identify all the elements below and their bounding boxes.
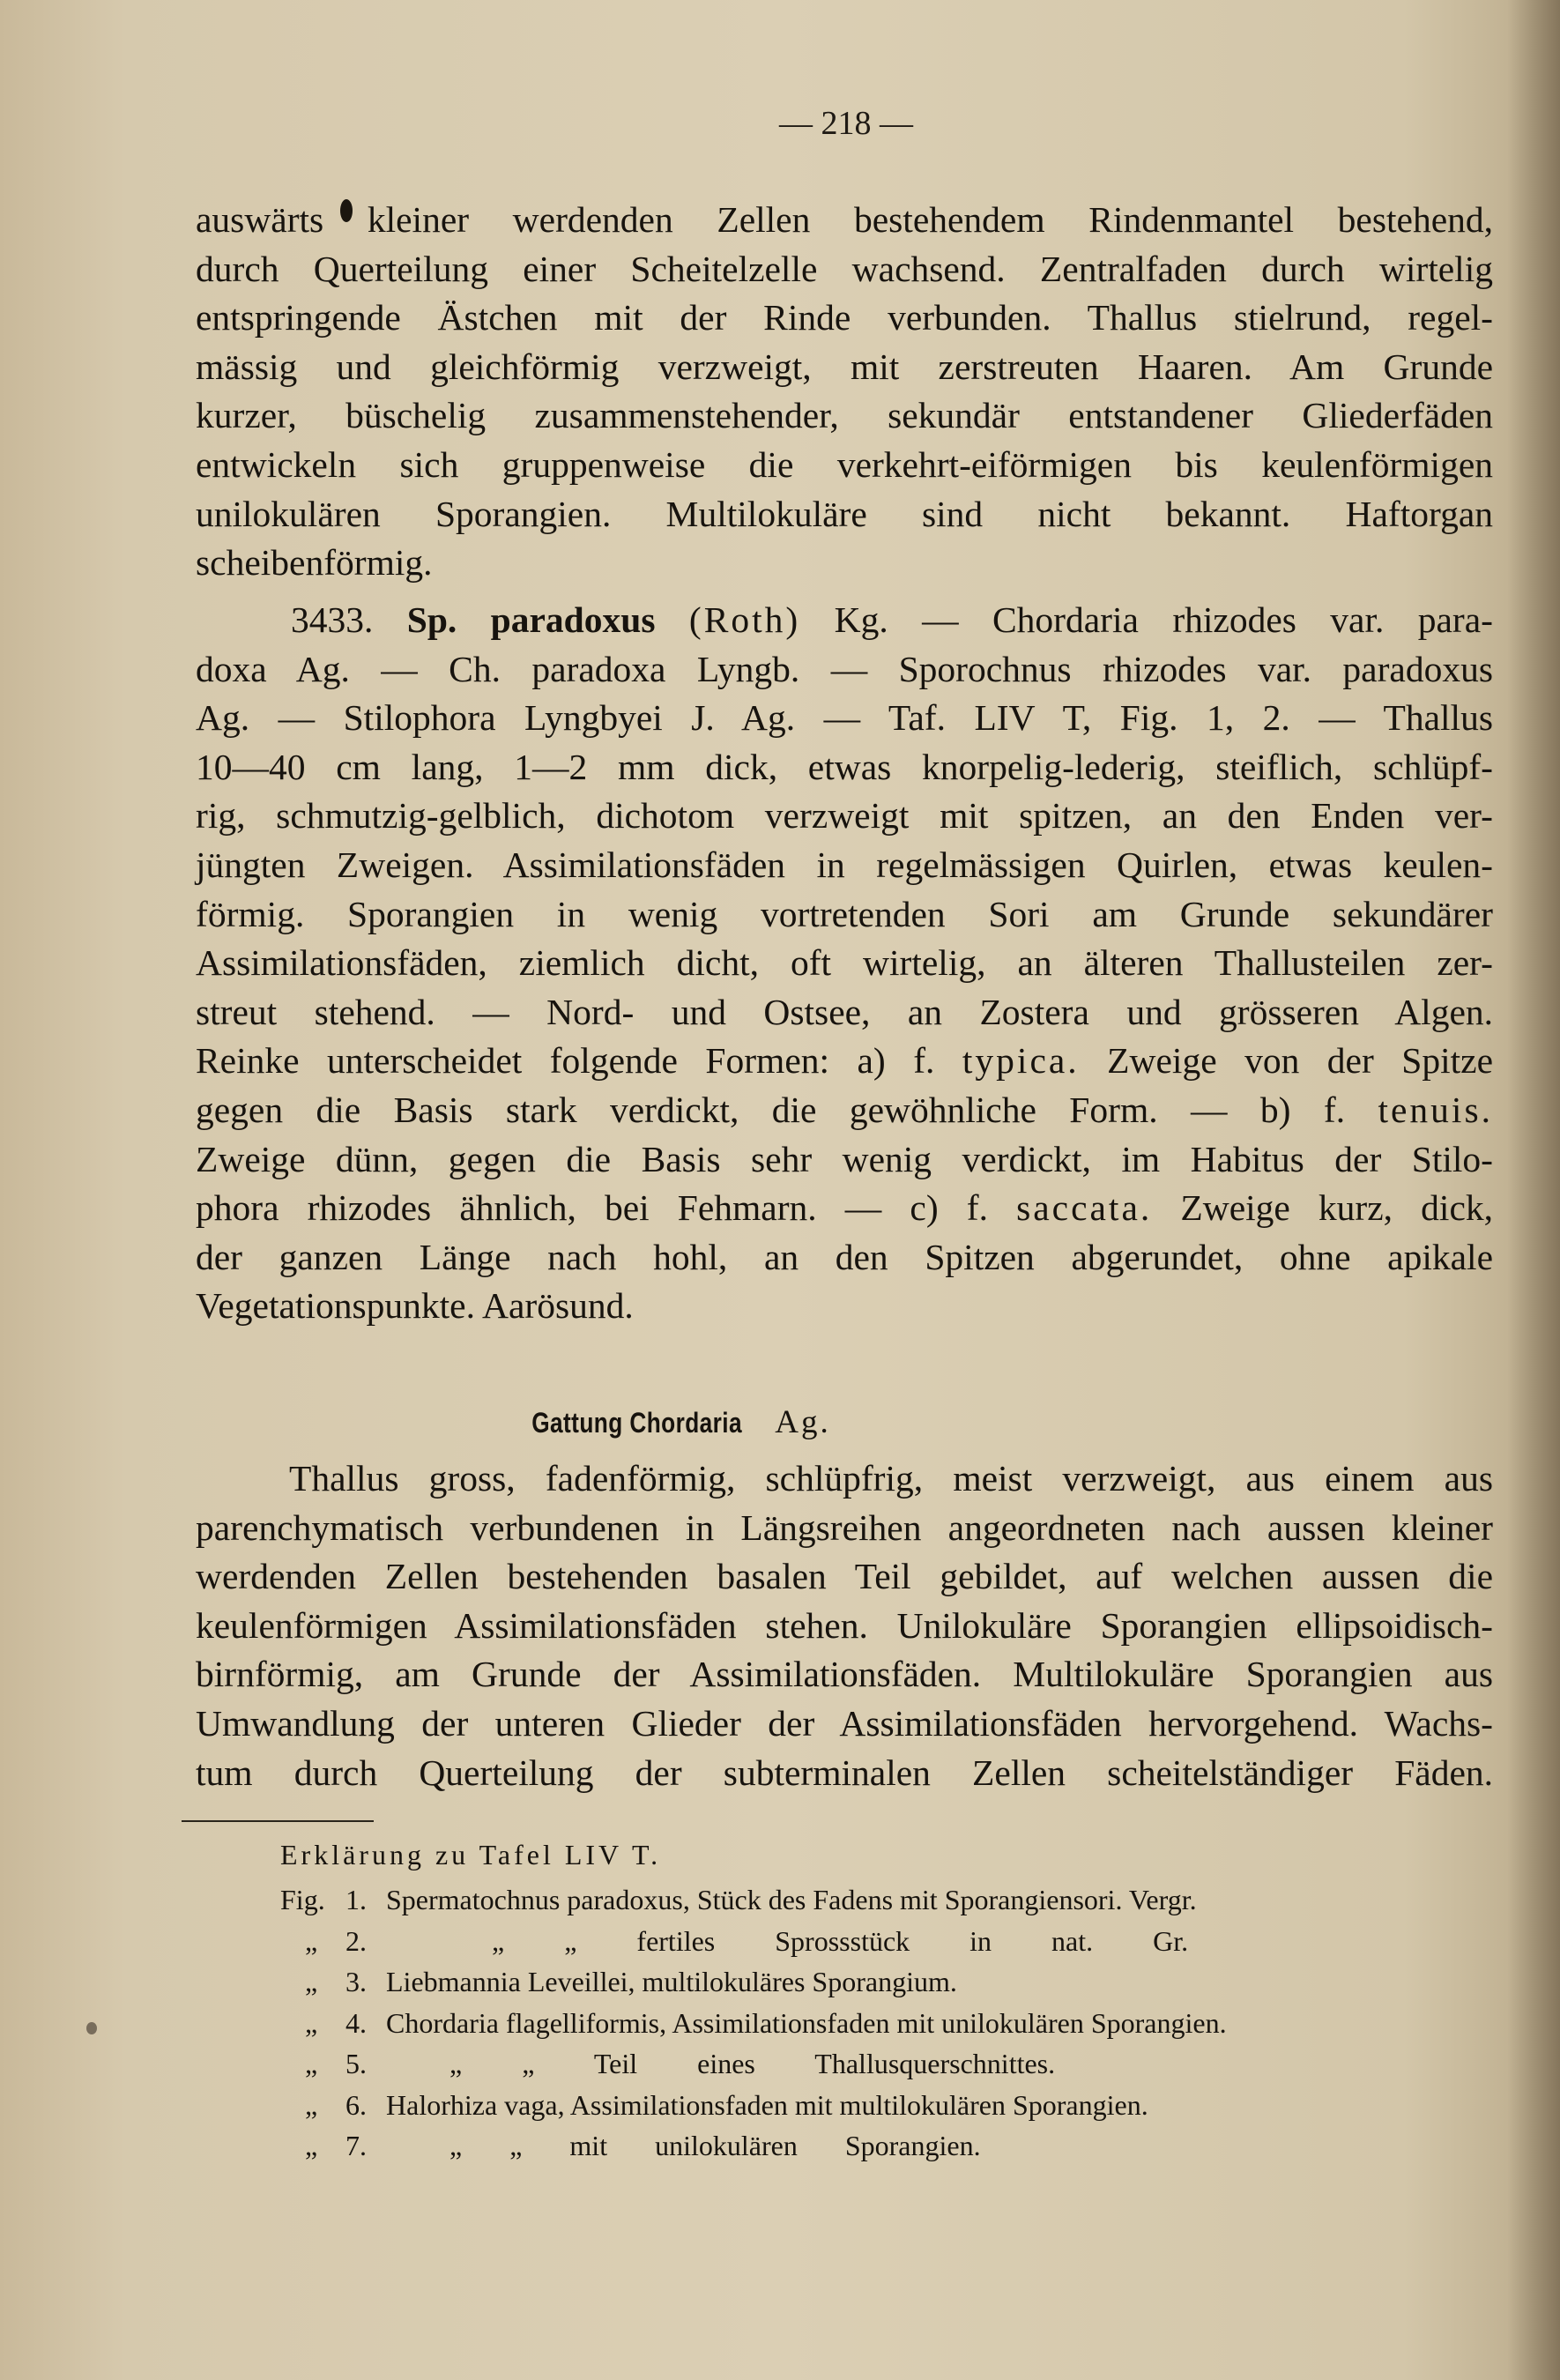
forms-line [196, 1037, 1493, 1086]
figure-caption-row [280, 1879, 1497, 1921]
text-line: tum durch Querteilung der subterminalen Zellen scheitelständiger Fäden. [196, 1752, 1493, 1793]
text-line: birnförmig, am Grunde der Assimilationsfäden. Multilokuläre Sporangien aus [196, 1654, 1493, 1695]
form-name-saccata: saccata. [1016, 1187, 1153, 1229]
species-name: Sp. paradoxus [406, 599, 656, 640]
form-name-typica: typica. [962, 1040, 1080, 1082]
figure-number: 1. [345, 1884, 367, 1915]
text-line: Ag. — Stilophora Lyngbyei J. Ag. — Taf. LIV T, Fig. 1, 2. — Thallus [196, 697, 1493, 739]
figure-caption: Halorhiza vaga, Assimilationsfaden mit multilokulären Sporangien. [386, 2088, 1148, 2121]
text-line: streut stehend. — Nord- und Ostsee, an Zostera und grösseren Algen. [196, 991, 1493, 1032]
figure-number: 6. [345, 2088, 367, 2121]
text-line: entspringende Ästchen mit der Rinde verbunden. Thallus stielrund, regel- [196, 297, 1493, 338]
text-span: phora rhizodes ähnlich, bei Fehmarn. — c) f. [196, 1187, 988, 1229]
text-line: durch Querteilung einer Scheitelzelle wachsend. Zentralfaden durch wirtelig [196, 248, 1493, 289]
text-line: Thallus gross, fadenförmig, schlüpfrig, meist verzweigt, aus einem aus [289, 1458, 1493, 1499]
text-line: 10—40 cm lang, 1—2 mm dick, etwas knorpelig-lederig, steiflich, schlüpf- [196, 746, 1493, 787]
figure-number: 4. [345, 2006, 367, 2039]
forms-line [196, 1184, 1493, 1233]
figure-caption-row [280, 2003, 1497, 2044]
plate-explanation-title: Erklärung zu Tafel LIV T. [280, 1839, 662, 1871]
figure-prefix: „ [305, 1924, 318, 1957]
text-line: Umwandlung der unteren Glieder der Assimilationsfäden hervorgehend. Wachs- [196, 1702, 1493, 1744]
text-line: förmig. Sporangien in wenig vortretenden Sori am Grunde sekundärer [196, 893, 1493, 934]
form-name-tenuis: tenuis. [1378, 1089, 1493, 1130]
paragraph-chordaria-description [196, 1454, 1493, 1797]
species-number: 3433. [291, 599, 374, 640]
heading-genus: Gattung Chordaria [531, 1407, 743, 1439]
text-line: parenchymatisch verbundenen in Längsreihen angeordneten nach aussen kleiner [196, 1506, 1493, 1548]
page-edge-shadow [1507, 0, 1560, 2380]
text-line: kurzer, büschelig zusammenstehender, sekundär entstandener Gliederfäden [196, 395, 1493, 436]
figure-prefix: „ [305, 2088, 318, 2121]
figure-prefix: „ [305, 2006, 318, 2039]
figure-caption: „ „ Teil eines Thallusquerschnittes. [449, 2048, 1056, 2079]
figure-caption: Liebmannia Leveillei, multilokuläres Sporangium. [386, 1966, 957, 1997]
species-author: (Roth) [688, 599, 801, 640]
figure-caption-row [280, 1961, 1497, 2003]
text-line: keulenförmigen Assimilationsfäden stehen. Unilokuläre Sporangien ellipsoidisch- [196, 1604, 1493, 1646]
text-line: Zweige dünn, gegen die Basis sehr wenig verdickt, im Habitus der Stilo- [196, 1138, 1493, 1179]
text-span: gegen die Basis stark verdickt, die gewöhnliche Form. — b) f. [196, 1089, 1346, 1130]
text-line: unilokulären Sporangien. Multilokuläre sind nicht bekannt. Haftorgan [196, 493, 1493, 534]
figure-number: 3. [345, 1966, 367, 1997]
footnote-rule [182, 1820, 374, 1822]
species-heading-line [196, 596, 1493, 645]
species-entry-3433 [196, 596, 1493, 1331]
figure-number: 5. [345, 2048, 367, 2079]
figure-prefix: Fig. [280, 1884, 325, 1915]
text-span: Zweige von der Spitze [1107, 1040, 1494, 1082]
text-span: Reinke unterscheidet folgende Formen: a) f. [196, 1040, 935, 1082]
figure-prefix: „ [305, 1966, 318, 1997]
plate-explanation [280, 1833, 1497, 2167]
forms-line [196, 1086, 1493, 1135]
figure-caption: „ „ fertiles Sprossstück in nat. Gr. [492, 1924, 1189, 1957]
text-line: rig, schmutzig-gelblich, dichotom verzweigt mit spitzen, an den Enden ver- [196, 795, 1493, 837]
figure-caption: Chordaria flagelliformis, Assimilationsfaden mit unilokulären Sporangien. [386, 2006, 1227, 2039]
text-line: doxa Ag. — Ch. paradoxa Lyngb. — Sporochnus rhizodes var. paradoxus [196, 648, 1493, 689]
text-line: entwickeln sich gruppenweise die verkehrt-eiförmigen bis keulenförmigen [196, 443, 1493, 485]
figure-caption-row [280, 1921, 1497, 1962]
text-line: mässig und gleichförmig verzweigt, mit zerstreuten Haaren. Am Grunde [196, 346, 1493, 387]
synonym-text: Kg. — Chordaria rhizodes var. para- [834, 599, 1493, 640]
text-span: Zweige kurz, dick, [1180, 1187, 1493, 1229]
text-line: der ganzen Länge nach hohl, an den Spitzen abgerundet, ohne apikale [196, 1236, 1493, 1277]
section-heading-chordaria [0, 1403, 1340, 1441]
ink-blot [86, 2022, 97, 2034]
paragraph-rindenmantel [196, 196, 1493, 588]
page-number: — 218 — [779, 105, 913, 142]
text-line: jüngten Zweigen. Assimilationsfäden in regelmässigen Quirlen, etwas keulen- [196, 844, 1493, 885]
figure-number: 2. [345, 1924, 367, 1957]
figure-number: 7. [345, 2130, 367, 2161]
figure-caption: Spermatochnus paradoxus, Stück des Fadens mit Sporangiensori. Vergr. [386, 1884, 1197, 1915]
text-line: werdenden Zellen bestehenden basalen Teil gebildet, auf welchen aussen die [196, 1556, 1493, 1597]
figure-prefix: „ [305, 2130, 318, 2161]
text-line: auswärts kleiner werdenden Zellen bestehendem Rindenmantel bestehend, [196, 199, 1493, 240]
figure-caption-row [280, 2125, 1497, 2167]
figure-caption: „ „ mit unilokulären Sporangien. [449, 2130, 981, 2161]
text-line: scheibenförmig. [196, 542, 433, 584]
figure-caption-row [280, 2085, 1497, 2126]
heading-author: Ag. [775, 1404, 831, 1440]
figure-prefix: „ [305, 2048, 318, 2079]
text-line: Vegetationspunkte. Aarösund. [196, 1285, 634, 1327]
text-line: Assimilationsfäden, ziemlich dicht, oft wirtelig, an älteren Thallusteilen zer- [196, 942, 1493, 984]
figure-caption-row [280, 2043, 1497, 2085]
